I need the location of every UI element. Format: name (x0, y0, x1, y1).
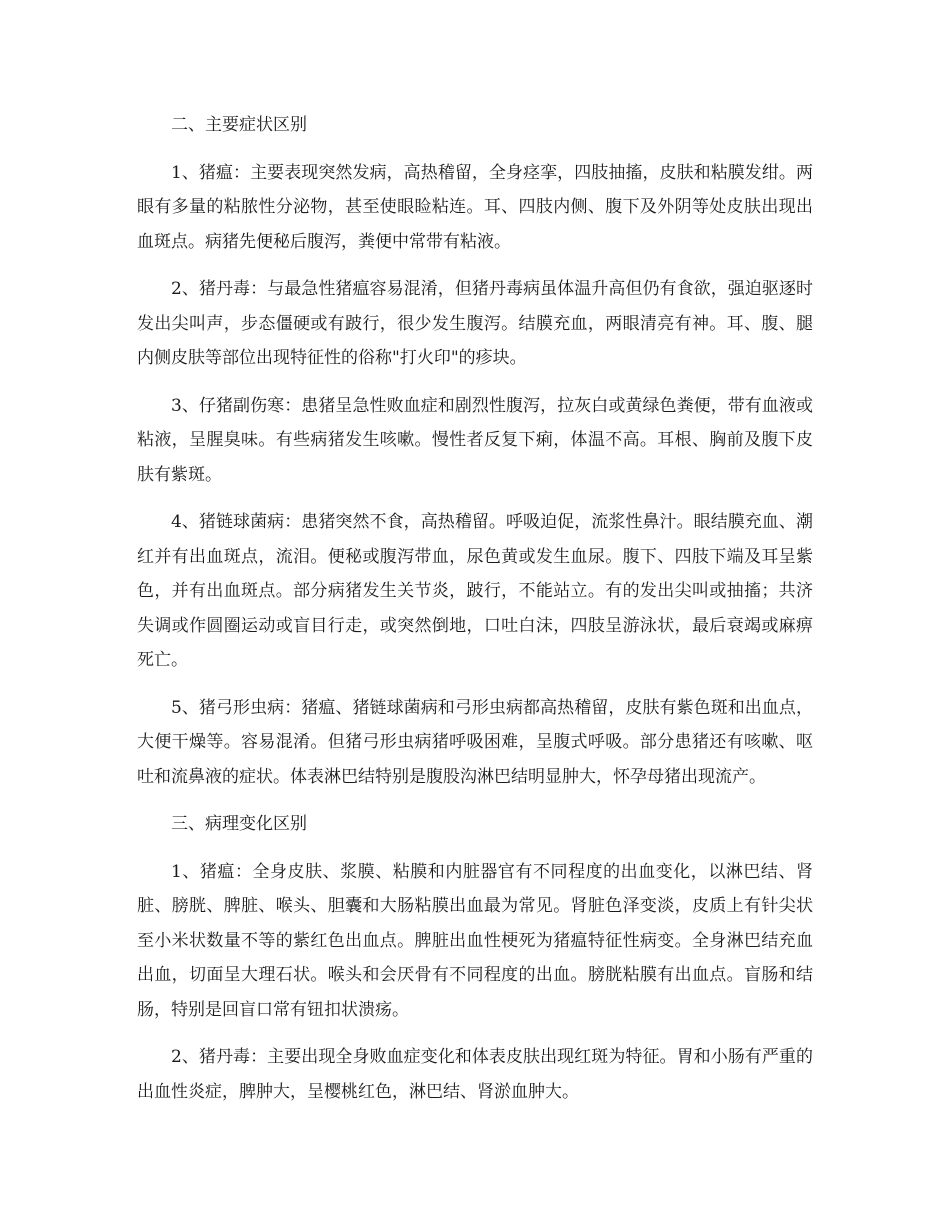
paragraph-streptococcus-symptoms: 4、猪链球菌病：患猪突然不食，高热稽留。呼吸迫促，流浆性鼻汁。眼结膜充血、潮红并有出血斑点，流泪。便秘或腹泻带血，尿色黄或发生血尿。腹下、四肢下端及耳呈紫色，并有出血斑点。部分病猪发生关节炎，跛行，不能站立。有的发出尖叫或抽搐；共济失调或作圆圈运动或盲目行走，或突然倒地，口吐白沫，四肢呈游泳状，最后衰竭或麻痹死亡。 (137, 512, 813, 670)
paragraph-erysipelas-symptoms: 2、猪丹毒：与最急性猪瘟容易混淆，但猪丹毒病虽体温升高但仍有食欲，强迫驱逐时发出尖叫声，步态僵硬或有跛行，很少发生腹泻。结膜充血，两眼清亮有神。耳、腹、腿内侧皮肤等部位出现特征性的俗称"打火印"的疹块。 (137, 279, 813, 368)
section-heading-symptoms: 二、主要症状区别 (171, 115, 307, 135)
paragraph-swine-fever-symptoms: 1、猪瘟：主要表现突然发病，高热稽留，全身痉挛，四肢抽搐，皮肤和粘膜发绀。两眼有多量的粘脓性分泌物，甚至使眼睑粘连。耳、四肢内侧、腹下及外阴等处皮肤出现出血斑点。病猪先便秘后腹泻，粪便中常带有粘液。 (137, 162, 813, 252)
paragraph-swine-fever-pathology: 1、猪瘟：全身皮肤、浆膜、粘膜和内脏器官有不同程度的出血变化，以淋巴结、肾脏、膀胱、脾脏、喉头、胆囊和大肠粘膜出血最为常见。肾脏色泽变淡，皮质上有针尖状至小米状数量不等的紫红色出血点。脾脏出血性梗死为猪瘟特征性病变。全身淋巴结充血出血，切面呈大理石状。喉头和会厌骨有不同程度的出血。膀胱粘膜有出血点。盲肠和结肠，特别是回盲口常有钮扣状溃疡。 (137, 861, 813, 1020)
paragraph-erysipelas-pathology: 2、猪丹毒：主要出现全身败血症变化和体表皮肤出现红斑为特征。胃和小肠有严重的出血性炎症，脾肿大，呈樱桃红色，淋巴结、肾淤血肿大。 (137, 1047, 813, 1102)
document-page (137, 108, 813, 1109)
paragraph-toxoplasmosis-symptoms: 5、猪弓形虫病：猪瘟、猪链球菌病和弓形虫病都高热稽留，皮肤有紫色斑和出血点，大便干燥等。容易混淆。但猪弓形虫病猪呼吸困难，呈腹式呼吸。部分患猪还有咳嗽、呕吐和流鼻液的症状。体表淋巴结特别是腹股沟淋巴结明显肿大，怀孕母猪出现流产。 (137, 697, 813, 787)
paragraph-paratyphoid-symptoms: 3、仔猪副伤寒：患猪呈急性败血症和剧烈性腹泻，拉灰白或黄绿色粪便，带有血液或粘液，呈腥臭味。有些病猪发生咳嗽。慢性者反复下痢，体温不高。耳根、胸前及腹下皮肤有紫斑。 (137, 395, 813, 485)
section-heading-pathology: 三、病理变化区别 (171, 814, 307, 834)
